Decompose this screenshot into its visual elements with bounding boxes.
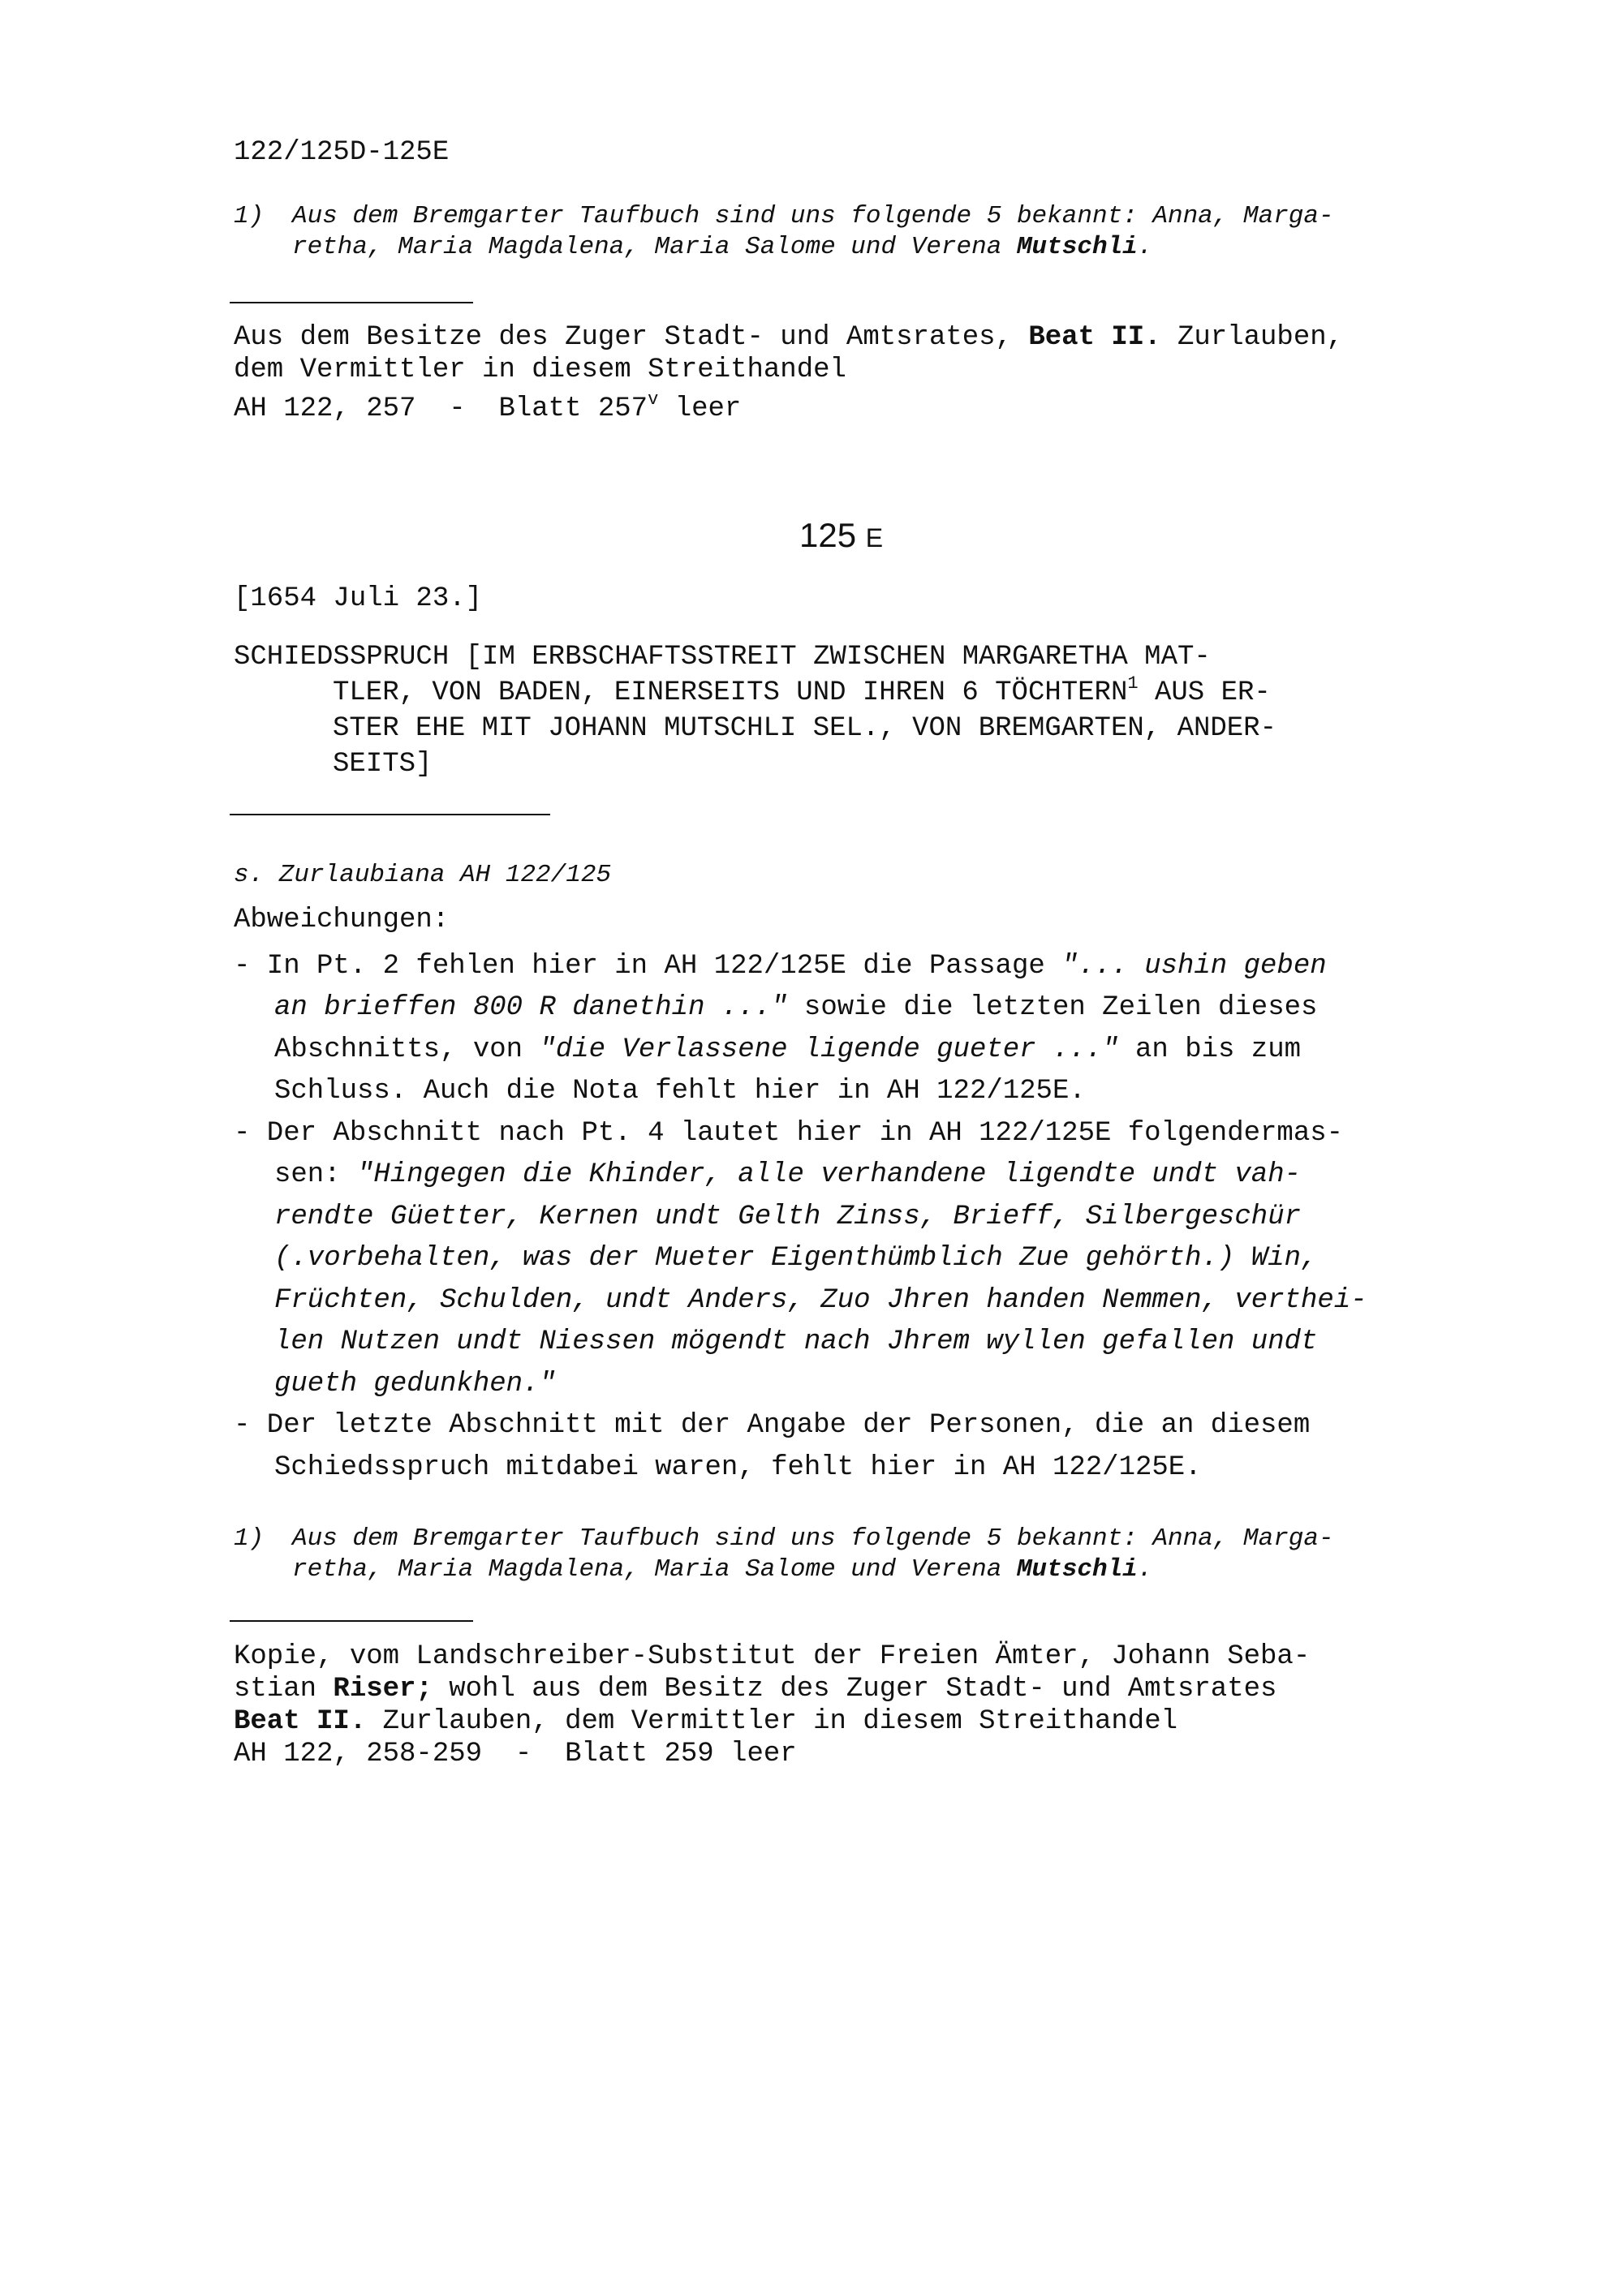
footnote-line: Aus dem Bremgarter Taufbuch sind uns folgende 5 bekannt: Anna, Marga- <box>292 1524 1334 1553</box>
footnote-separator <box>230 302 473 303</box>
deviation-line: gueth gedunkhen." <box>274 1369 556 1400</box>
deviation-line: len Nutzen undt Niessen mögendt nach Jhrem wyllen gefallen undt <box>274 1326 1318 1357</box>
provenance-line: dem Vermittler in diesem Streithandel <box>234 355 846 385</box>
entry-title-line: SEITS] <box>333 749 433 780</box>
footnote-marker: 1) <box>234 202 265 230</box>
deviation-line: - Der letzte Abschnitt mit der Angabe der Personen, die an diesem <box>234 1410 1311 1441</box>
deviation-line: (.vorbehalten, was der Mueter Eigenthümblich Zue gehörth.) Win, <box>274 1243 1318 1274</box>
provenance-line: stian Riser; wohl aus dem Besitz des Zuger Stadt- und Amtsrates <box>234 1674 1277 1705</box>
deviations-label: Abweichungen: <box>234 905 450 935</box>
archive-reference: AH 122, 257 - Blatt 257$^v$ leer <box>234 389 742 424</box>
deviation-line: Schluss. Auch die Nota fehlt hier in AH 122/125E. <box>274 1076 1086 1107</box>
entry-date: [1654 Juli 23.] <box>234 583 483 614</box>
provenance-line: Aus dem Besitze des Zuger Stadt- und Amtsrates, Beat II. Zurlauben, <box>234 322 1344 353</box>
entry-title-line: TLER, VON BADEN, EINERSEITS UND IHREN 6 TÖCHTERN$^1$ AUS ER- <box>333 673 1271 708</box>
title-separator <box>230 814 550 815</box>
footnote-line: retha, Maria Magdalena, Maria Salome und Verena Mutschli. <box>292 1555 1153 1584</box>
footnote-line: retha, Maria Magdalena, Maria Salome und Verena Mutschli. <box>292 233 1153 261</box>
deviation-line: - In Pt. 2 fehlen hier in AH 122/125E die Passage "... ushin geben <box>234 951 1327 982</box>
archive-reference: AH 122, 258-259 - Blatt 259 leer <box>234 1739 797 1769</box>
deviation-line: - Der Abschnitt nach Pt. 4 lautet hier in AH 122/125E folgendermas- <box>234 1118 1344 1149</box>
surname-bold: Mutschli <box>1016 1555 1138 1584</box>
deviation-line: sen: "Hingegen die Khinder, alle verhandene ligendte undt vah- <box>274 1159 1302 1190</box>
page-reference: 122/125D-125E <box>234 137 450 168</box>
deviation-line: an brieffen 800 R danethin ..." sowie die letzten Zeilen dieses <box>274 992 1318 1023</box>
footnote-separator <box>230 1620 473 1622</box>
surname-bold: Mutschli <box>1016 233 1138 261</box>
deviation-line: Abschnitts, von "die Verlassene ligende gueter ..." an bis zum <box>274 1034 1302 1065</box>
source-reference: s. Zurlaubiana AH 122/125 <box>234 861 612 889</box>
deviation-line: Früchten, Schulden, undt Anders, Zuo Jhren handen Nemmen, verthei- <box>274 1285 1367 1316</box>
entry-heading: 125 E <box>799 516 884 554</box>
deviation-line: Schiedsspruch mitdabei waren, fehlt hier in AH 122/125E. <box>274 1452 1202 1483</box>
footnote-line: Aus dem Bremgarter Taufbuch sind uns folgende 5 bekannt: Anna, Marga- <box>292 202 1334 230</box>
footnote-marker: 1) <box>234 1524 265 1553</box>
entry-title-line: SCHIEDSSPRUCH [IM ERBSCHAFTSSTREIT ZWISCHEN MARGARETHA MAT- <box>234 642 1211 673</box>
entry-title-line: STER EHE MIT JOHANN MUTSCHLI SEL., VON BREMGARTEN, ANDER- <box>333 713 1276 744</box>
deviation-line: rendte Güetter, Kernen undt Gelth Zinss, Brieff, Silbergeschür <box>274 1202 1302 1232</box>
provenance-line: Kopie, vom Landschreiber-Substitut der Freien Ämter, Johann Seba- <box>234 1641 1311 1672</box>
provenance-line: Beat II. Zurlauben, dem Vermittler in diesem Streithandel <box>234 1706 1177 1737</box>
